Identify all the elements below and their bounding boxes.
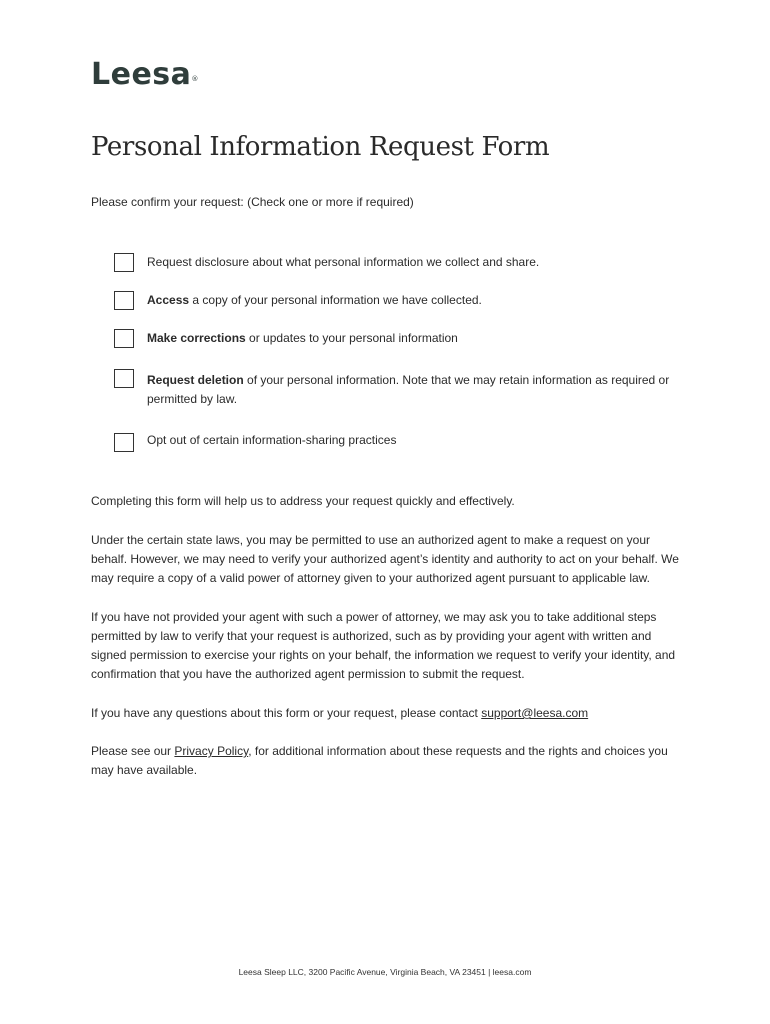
checkbox-make-corrections[interactable] (114, 329, 134, 348)
request-intro: Please confirm your request: (Check one or more if required) (91, 195, 414, 209)
paragraph-privacy: Please see our Privacy Policy, for additional information about these requests and the rights and choices you may have available. (91, 744, 668, 777)
privacy-policy-link[interactable]: Privacy Policy (174, 744, 249, 758)
option-label: Request deletion of your personal information. Note that we may retain information as required or permitted by law. (147, 373, 670, 406)
footer-address: Leesa Sleep LLC, 3200 Pacific Avenue, Virginia Beach, VA 23451 | leesa.com (238, 967, 532, 977)
registered-mark: ® (191, 75, 199, 83)
checkbox-opt-out[interactable] (114, 433, 134, 452)
paragraph-completing: Completing this form will help us to address your request quickly and effectively. (91, 494, 515, 508)
option-label: Opt out of certain information-sharing practices (147, 433, 397, 447)
paragraph-authorized-agent: Under the certain state laws, you may be permitted to use an authorized agent to make a request on your behalf. However, we may need to verify your authorized agent’s identity and authority to act on your behalf. We may require a copy of a valid power of attorney given to your authorized agent pursuant to applicable law. (91, 533, 679, 585)
checkbox-request-disclosure[interactable] (114, 253, 134, 272)
leesa-logo (91, 58, 199, 92)
paragraph-power-of-attorney: If you have not provided your agent with such a power of attorney, we may ask you to take additional steps permitted by law to verify that your request is authorized, such as by providing your agent with written and signed permission to exercise your rights on your behalf, the information we request to verify your identity, and confirmation that you have the authorized agent permission to submit the request. (91, 610, 676, 681)
paragraph-contact: If you have any questions about this form or your request, please contact support@leesa.com (91, 706, 589, 720)
support-email-link[interactable]: support@leesa.com (481, 706, 589, 720)
option-label: Request disclosure about what personal information we collect and share. (147, 255, 540, 269)
logo-text: Leesa (91, 57, 192, 92)
checkbox-access[interactable] (114, 291, 134, 310)
option-label: Make corrections or updates to your personal information (147, 331, 458, 345)
option-label: Access a copy of your personal information we have collected. (147, 293, 482, 307)
page-title: Personal Information Request Form (91, 132, 550, 162)
checkbox-request-deletion[interactable] (114, 369, 134, 388)
